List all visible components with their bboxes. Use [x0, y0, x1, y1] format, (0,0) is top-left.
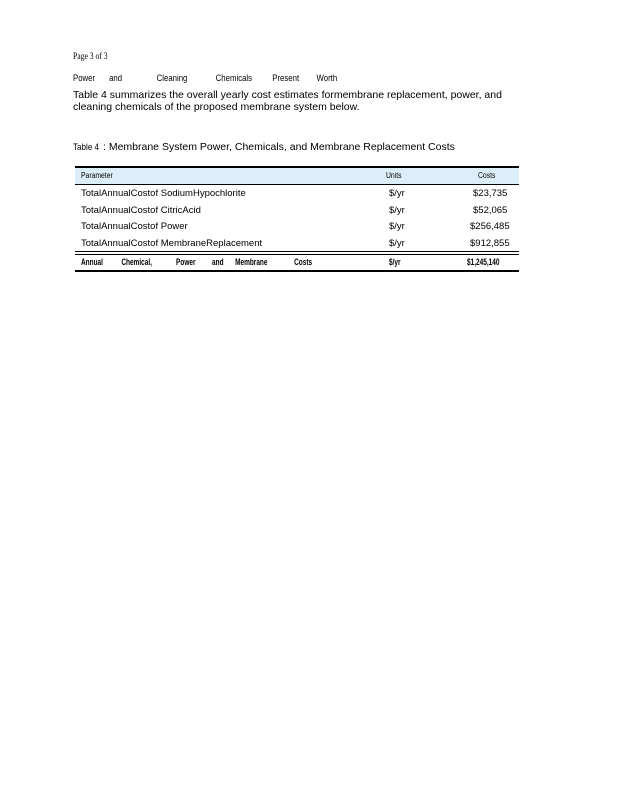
- cost-table: [75, 166, 519, 272]
- cell-costs: $256,485: [470, 221, 510, 232]
- cell-units: $/yr: [389, 237, 405, 249]
- cell-units: $/yr: [389, 188, 405, 199]
- page-number: Page 3 of 3: [73, 51, 108, 61]
- cell-parameter: TotalAnnualCostof SodiumHypochlorite: [81, 188, 246, 199]
- table-row: [75, 218, 519, 235]
- heading-word: and: [109, 73, 123, 84]
- table-bottom-rule: [75, 270, 519, 272]
- table-header-row: [75, 168, 519, 185]
- total-word: and: [212, 257, 224, 267]
- cell-costs: $912,855: [470, 237, 510, 249]
- cell-parameter: TotalAnnualCostof Power: [81, 221, 188, 232]
- table-row: [75, 185, 519, 202]
- heading-word: Worth: [316, 73, 338, 84]
- total-label: [81, 257, 312, 267]
- header-parameter: Parameter: [81, 171, 113, 180]
- cell-units: $/yr: [389, 221, 405, 232]
- table-caption-label: Table 4: [73, 142, 100, 153]
- total-word: Power: [176, 257, 196, 267]
- table-row: [75, 235, 519, 252]
- total-word: Chemical,: [121, 257, 152, 267]
- header-units: Units: [386, 171, 402, 180]
- heading-word: Cleaning: [156, 73, 188, 84]
- cell-parameter: TotalAnnualCostof CitricAcid: [81, 204, 201, 216]
- total-word: Costs: [294, 257, 313, 267]
- total-word: Annual: [81, 257, 103, 267]
- cell-units: $/yr: [389, 204, 405, 216]
- heading-word: Power: [73, 73, 96, 84]
- cell-costs: $52,065: [473, 204, 508, 216]
- table-row: [75, 202, 519, 219]
- table-caption: [73, 141, 455, 153]
- cell-parameter: TotalAnnualCostof MembraneReplacement: [81, 237, 263, 249]
- intro-paragraph: Table 4 summarizes the overall yearly cost estimates formembrane replacement, power, and cleaning chemicals of the proposed membrane system below.: [73, 89, 502, 113]
- header-costs: Costs: [478, 171, 496, 180]
- total-word: Membrane: [235, 257, 268, 267]
- heading-word: Present: [272, 73, 300, 84]
- total-units: $/yr: [389, 257, 401, 267]
- heading-word: Chemicals: [215, 73, 253, 84]
- table-caption-text: : Membrane System Power, Chemicals, and Membrane Replacement Costs: [103, 141, 455, 153]
- table-total-row: [75, 255, 519, 270]
- total-costs: $1,245,140: [467, 257, 500, 267]
- section-heading: [73, 73, 337, 84]
- cell-costs: $23,735: [473, 188, 508, 199]
